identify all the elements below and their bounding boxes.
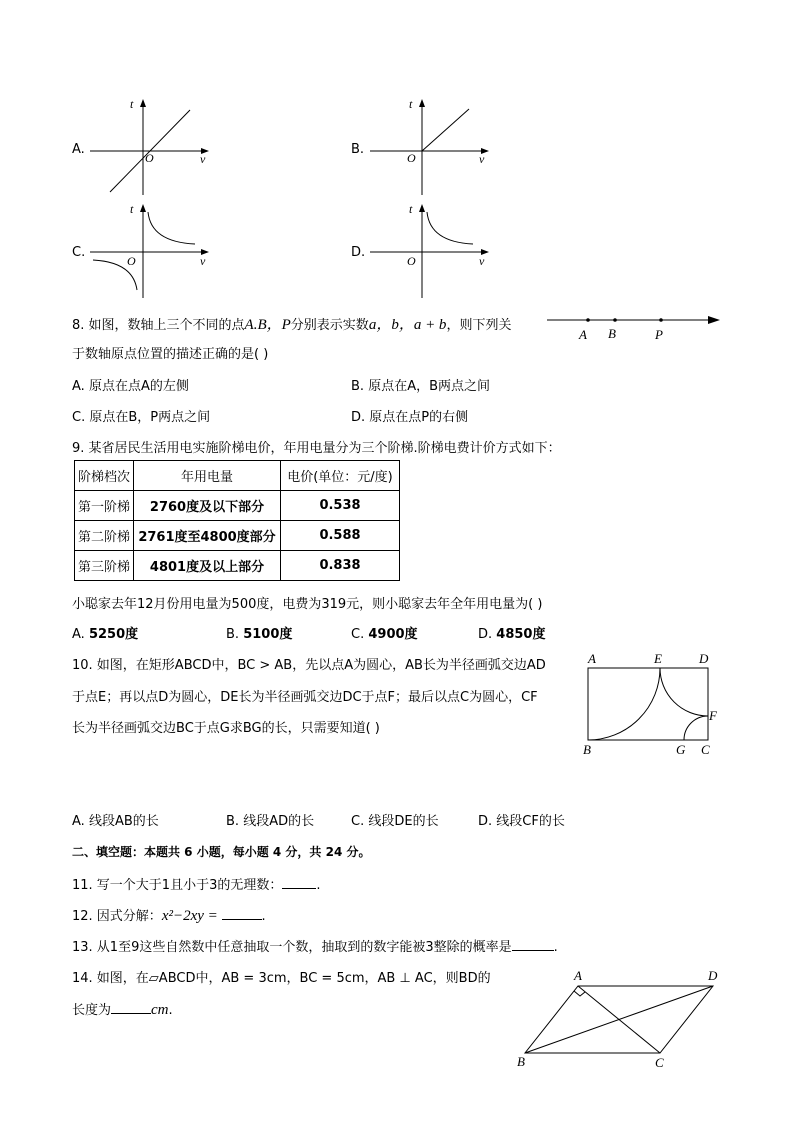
q7-c-origin: O — [127, 254, 136, 268]
q8-option-b[interactable]: B. 原点在A，B两点之间 — [351, 379, 491, 394]
q8-point-a: A — [579, 327, 587, 342]
q14-label-c: C — [655, 1055, 664, 1070]
q10-label-f: F — [709, 708, 717, 723]
table-row — [75, 551, 400, 581]
q10-rectangle-figure — [580, 650, 725, 762]
q7-graph-c — [85, 200, 215, 300]
q7-a-origin: O — [145, 151, 154, 165]
q14-parallelogram-figure — [510, 965, 725, 1075]
q7-graph-b — [365, 95, 495, 200]
q8-line1: 8. 如图，数轴上三个不同的点A.B，P分别表示实数a，b，a + b，则下列关 — [72, 317, 512, 333]
q7-d-axis-v: v — [479, 254, 485, 268]
q10-line1: 10. 如图，在矩形ABCD中，BC > AB，先以点A为圆心，AB长为半径画弧交边AD — [72, 658, 546, 673]
q9-option-b[interactable]: B. 5100度 — [226, 627, 293, 642]
q8-point-p: P — [655, 327, 663, 342]
q10-line3: 长为半径画弧交边BC于点G求BG的长，只需要知道( ) — [72, 721, 380, 736]
q9-question: 小聪家去年12月份用电量为500度，电费为319元，则小聪家去年全年用电量为( ) — [72, 597, 543, 612]
table-header-row — [75, 461, 400, 491]
q7-a-axis-t: t — [130, 97, 134, 111]
q7-option-c-label: C. — [72, 245, 86, 260]
q10-option-a[interactable]: A. 线段AB的长 — [72, 814, 159, 829]
q7-option-d-label: D. — [351, 245, 366, 260]
q9-tier-table — [74, 460, 400, 581]
q9-option-c[interactable]: C. 4900度 — [351, 627, 418, 642]
q9-option-a[interactable]: A. 5250度 — [72, 627, 139, 642]
answer-blank[interactable] — [512, 938, 554, 951]
table-cell: 第三阶梯 — [75, 551, 134, 581]
q7-b-origin: O — [407, 151, 416, 165]
q14-label-a: A — [574, 968, 582, 983]
q8-number-line — [545, 308, 725, 348]
q11: 11. 写一个大于1且小于3的无理数： . — [72, 878, 321, 893]
table-cell: 第二阶梯 — [75, 521, 134, 551]
q9-option-d[interactable]: D. 4850度 — [478, 627, 546, 642]
q7-option-b-label: B. — [351, 142, 365, 157]
q8-line2: 于数轴原点位置的描述正确的是( ) — [72, 347, 269, 362]
table-cell: 4801度及以上部分 — [134, 551, 281, 581]
q8-option-a[interactable]: A. 原点在点A的左侧 — [72, 379, 189, 394]
q10-option-b[interactable]: B. 线段AD的长 — [226, 814, 315, 829]
q7-a-axis-v: v — [200, 152, 206, 166]
q14-label-d: D — [708, 968, 718, 983]
q9-intro: 9. 某省居民生活用电实施阶梯电价，年用电量分为三个阶梯.阶梯电费计价方式如下： — [72, 441, 561, 456]
q7-graph-d — [365, 200, 495, 300]
table-cell: 0.538 — [281, 491, 400, 521]
q10-label-a: A — [588, 651, 596, 666]
q7-b-axis-t: t — [409, 97, 413, 111]
q7-d-axis-t: t — [409, 202, 413, 216]
q7-graph-a — [85, 95, 215, 200]
table-cell: 第一阶梯 — [75, 491, 134, 521]
answer-blank[interactable] — [111, 1001, 151, 1014]
table-cell: 0.838 — [281, 551, 400, 581]
table-header-cell: 电价(单位：元/度) — [281, 461, 400, 491]
q10-label-e: E — [654, 651, 662, 666]
q14-line2: 长度为 cm. — [72, 1002, 173, 1018]
table-row — [75, 491, 400, 521]
q10-label-c: C — [701, 742, 710, 757]
q14-label-b: B — [517, 1054, 525, 1069]
answer-blank[interactable] — [222, 907, 262, 920]
q10-label-d: D — [699, 651, 709, 666]
table-row — [75, 521, 400, 551]
q7-b-axis-v: v — [479, 152, 485, 166]
q13: 13. 从1至9这些自然数中任意抽取一个数，抽取到的数字能被3整除的概率是 . — [72, 940, 558, 955]
table-header-cell: 年用电量 — [134, 461, 281, 491]
q7-d-origin: O — [407, 254, 416, 268]
q10-option-c[interactable]: C. 线段DE的长 — [351, 814, 439, 829]
q7-c-axis-v: v — [200, 254, 206, 268]
q14-line1: 14. 如图，在▱ABCD中，AB = 3cm，BC = 5cm，AB ⊥ AC，则BD的 — [72, 971, 491, 986]
q10-line2: 于点E；再以点D为圆心，DE长为半径画弧交边DC于点F；最后以点C为圆心，CF — [72, 690, 538, 705]
q7-c-axis-t: t — [130, 202, 134, 216]
q8-point-b: B — [608, 326, 616, 341]
table-cell: 2761度至4800度部分 — [134, 521, 281, 551]
q10-label-b: B — [583, 742, 591, 757]
section-heading: 二、填空题：本题共 6 小题，每小题 4 分，共 24 分。 — [72, 845, 371, 859]
q8-option-c[interactable]: C. 原点在B，P两点之间 — [72, 410, 211, 425]
table-cell: 0.588 — [281, 521, 400, 551]
q7-option-a-label: A. — [72, 142, 85, 157]
q10-label-g: G — [676, 742, 686, 757]
q12: 12. 因式分解：x²−2xy = . — [72, 908, 266, 924]
q8-option-d[interactable]: D. 原点在点P的右侧 — [351, 410, 469, 425]
table-cell: 2760度及以下部分 — [134, 491, 281, 521]
answer-blank[interactable] — [282, 876, 316, 889]
table-header-cell: 阶梯档次 — [75, 461, 134, 491]
q10-option-d[interactable]: D. 线段CF的长 — [478, 814, 565, 829]
